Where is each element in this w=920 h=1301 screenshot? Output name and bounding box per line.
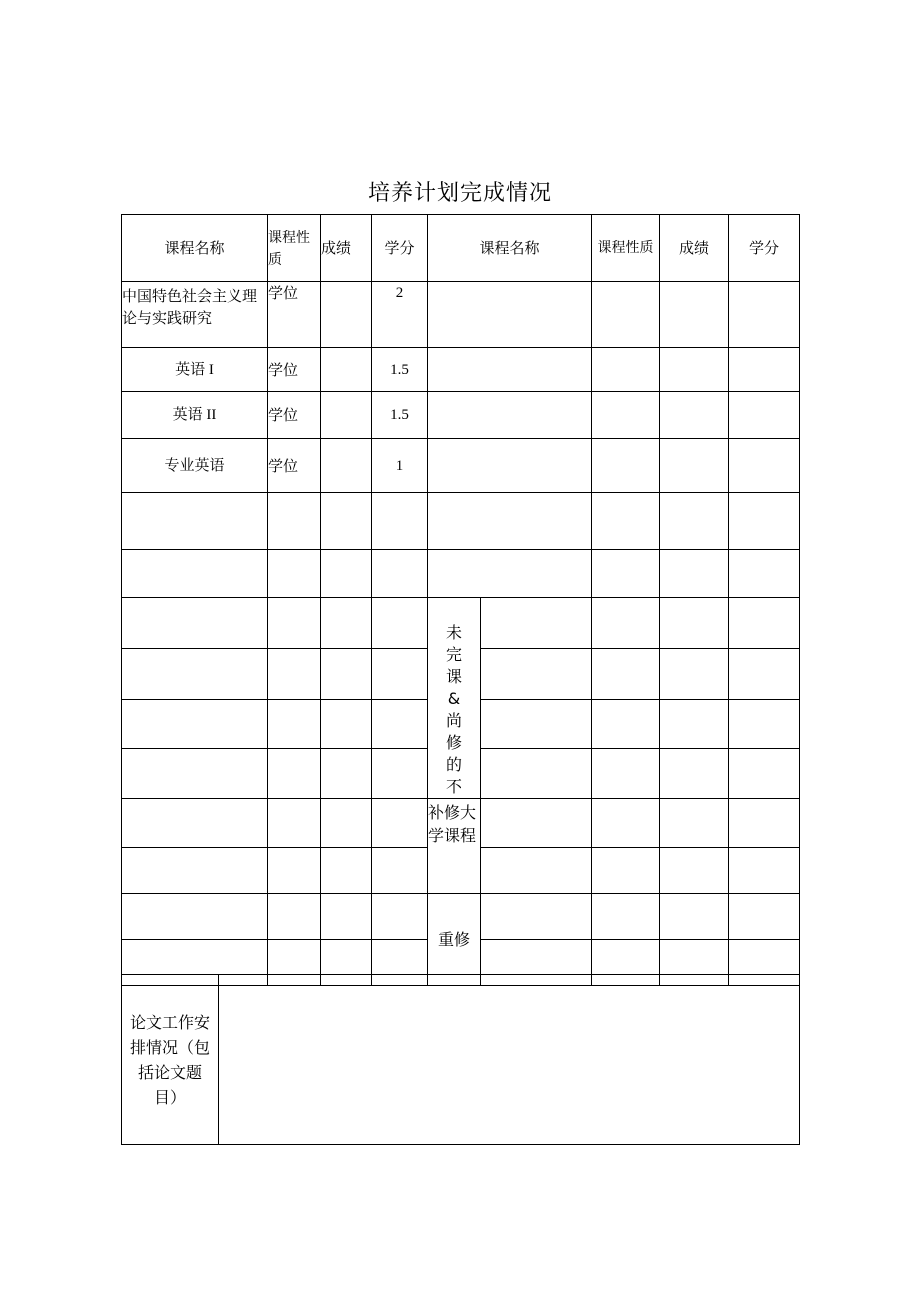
header-course-nature: 课程性质 (268, 215, 321, 282)
empty-cell (592, 598, 660, 649)
empty-cell (481, 648, 592, 699)
empty-cell (268, 848, 321, 894)
empty-cell (729, 749, 800, 799)
right-nature-cell (592, 348, 660, 392)
incomplete-courses-text: 未完课&尚修的不 (445, 623, 462, 796)
credit-cell: 1.5 (372, 392, 428, 439)
right-credit-cell (729, 348, 800, 392)
empty-cell (592, 894, 660, 940)
empty-cell (481, 848, 592, 894)
right-course-cell (428, 439, 592, 493)
empty-cell (592, 550, 660, 598)
empty-cell (660, 749, 729, 799)
header-course-name-right: 课程名称 (428, 215, 592, 282)
empty-cell (660, 799, 729, 848)
credit-cell: 2 (372, 282, 428, 348)
empty-cell (660, 598, 729, 649)
header-credit: 学分 (372, 215, 428, 282)
grade-cell (321, 348, 372, 392)
empty-cell (321, 799, 372, 848)
empty-cell (592, 749, 660, 799)
empty-cell (729, 799, 800, 848)
supplement-courses-label (428, 799, 481, 894)
thesis-arrangement-content (219, 975, 800, 1145)
thesis-table (121, 974, 800, 1145)
empty-cell (321, 493, 372, 550)
empty-cell (372, 848, 428, 894)
right-credit-cell (729, 282, 800, 348)
empty-cell (321, 598, 372, 649)
empty-cell (268, 493, 321, 550)
empty-cell (321, 749, 372, 799)
right-credit-cell (729, 439, 800, 493)
course-nature-cell: 学位 (268, 439, 321, 493)
supplement-courses-text: 补修大学课程 (428, 803, 477, 845)
empty-cell (592, 848, 660, 894)
empty-cell (729, 598, 800, 649)
empty-cell (268, 749, 321, 799)
empty-cell (372, 550, 428, 598)
empty-cell (372, 493, 428, 550)
empty-cell (660, 493, 729, 550)
empty-cell (660, 894, 729, 940)
empty-cell (729, 699, 800, 749)
empty-cell (122, 550, 268, 598)
empty-cell (481, 598, 592, 649)
empty-cell (729, 848, 800, 894)
page-title: 培养计划完成情况 (367, 181, 552, 206)
empty-cell (729, 648, 800, 699)
empty-cell (729, 493, 800, 550)
right-grade-cell (660, 348, 729, 392)
empty-cell (122, 848, 268, 894)
empty-cell (321, 848, 372, 894)
empty-cell (481, 699, 592, 749)
empty-cell (372, 598, 428, 649)
retake-label: 重修 (428, 894, 481, 986)
right-nature-cell (592, 439, 660, 493)
right-course-cell (428, 282, 592, 348)
right-grade-cell (660, 282, 729, 348)
course-name-cell: 英语 I (122, 348, 268, 392)
empty-cell (122, 648, 268, 699)
header-course-nature-right: 课程性质 (592, 215, 660, 282)
header-credit-right: 学分 (729, 215, 800, 282)
header-grade: 成绩 (321, 215, 372, 282)
grade-cell (321, 282, 372, 348)
empty-cell (481, 799, 592, 848)
incomplete-courses-label (428, 598, 481, 799)
course-nature-cell: 学位 (268, 392, 321, 439)
grade-cell (321, 439, 372, 493)
empty-cell (122, 699, 268, 749)
course-name-cell: 专业英语 (122, 439, 268, 493)
empty-cell (481, 749, 592, 799)
course-name-cell: 中国特色社会主义理论与实践研究 (122, 282, 268, 348)
training-plan-table (121, 214, 800, 986)
course-nature-cell: 学位 (268, 348, 321, 392)
header-course-name: 课程名称 (122, 215, 268, 282)
empty-cell (122, 799, 268, 848)
empty-cell (660, 648, 729, 699)
right-nature-cell (592, 392, 660, 439)
grade-cell (321, 392, 372, 439)
empty-cell (122, 894, 268, 940)
empty-cell (122, 598, 268, 649)
empty-cell (268, 894, 321, 940)
empty-cell (268, 550, 321, 598)
empty-cell (729, 550, 800, 598)
empty-cell (372, 648, 428, 699)
empty-cell (122, 493, 268, 550)
course-name-cell: 英语 II (122, 392, 268, 439)
empty-cell (592, 648, 660, 699)
right-course-cell (428, 392, 592, 439)
empty-cell (268, 799, 321, 848)
empty-cell (660, 848, 729, 894)
empty-cell (321, 894, 372, 940)
empty-cell (481, 894, 592, 940)
credit-cell: 1.5 (372, 348, 428, 392)
empty-cell (428, 550, 592, 598)
right-credit-cell (729, 392, 800, 439)
empty-cell (321, 699, 372, 749)
right-nature-cell (592, 282, 660, 348)
empty-cell (592, 799, 660, 848)
empty-cell (372, 699, 428, 749)
empty-cell (268, 699, 321, 749)
thesis-arrangement-label: 论文工作安排情况（包括论文题目） (122, 975, 219, 1145)
empty-cell (729, 894, 800, 940)
empty-cell (428, 493, 592, 550)
empty-cell (372, 799, 428, 848)
right-course-cell (428, 348, 592, 392)
empty-cell (321, 648, 372, 699)
header-grade-right: 成绩 (660, 215, 729, 282)
empty-cell (592, 699, 660, 749)
right-grade-cell (660, 392, 729, 439)
empty-cell (268, 648, 321, 699)
course-nature-cell: 学位 (268, 282, 321, 348)
credit-cell: 1 (372, 439, 428, 493)
empty-cell (122, 749, 268, 799)
empty-cell (372, 749, 428, 799)
empty-cell (660, 550, 729, 598)
empty-cell (660, 699, 729, 749)
empty-cell (592, 493, 660, 550)
right-grade-cell (660, 439, 729, 493)
empty-cell (268, 598, 321, 649)
empty-cell (372, 894, 428, 940)
empty-cell (321, 550, 372, 598)
